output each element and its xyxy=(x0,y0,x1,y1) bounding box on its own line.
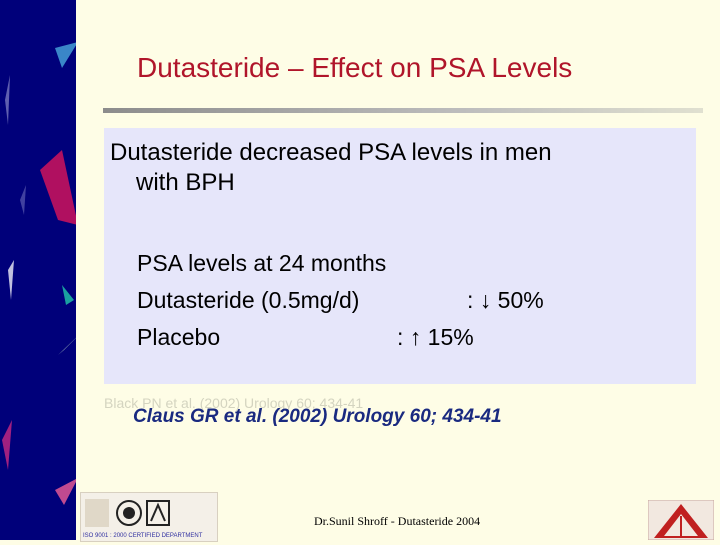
ghost-citation: Black PN et al. (2002) Urology 60; 434-41 xyxy=(104,395,364,411)
decorative-side-band xyxy=(0,0,76,540)
footer-text: Dr.Sunil Shroff - Dutasteride 2004 xyxy=(314,514,481,528)
row-value: : ↓ 50% xyxy=(467,287,544,313)
placebo-row xyxy=(137,324,474,351)
intro-line-1: Dutasteride decreased PSA levels in men xyxy=(110,139,552,166)
certification-marks-icon xyxy=(81,493,217,533)
iso-certification-logo xyxy=(80,492,218,542)
dutasteride-row xyxy=(137,287,544,314)
row-label: Placebo xyxy=(137,324,221,350)
title-divider xyxy=(103,108,703,113)
decorative-shards xyxy=(0,0,76,540)
psa-heading-row xyxy=(137,250,386,277)
intro-text xyxy=(110,138,690,198)
row-value: : ↑ 15% xyxy=(397,324,474,350)
slide-title: Dutasteride – Effect on PSA Levels xyxy=(137,52,573,83)
iso-caption: ISO 9001 : 2000 CERTIFIED DEPARTMENT xyxy=(83,533,203,539)
emblem-icon xyxy=(648,500,714,540)
hospital-emblem-logo xyxy=(648,500,714,540)
row-label: Dutasteride (0.5mg/d) xyxy=(137,287,360,313)
row-label: PSA levels at 24 months xyxy=(137,250,387,276)
reference-citation: Claus GR et al. (2002) Urology 60; 434-41 xyxy=(133,406,502,427)
intro-line-2: with BPH xyxy=(136,169,235,196)
